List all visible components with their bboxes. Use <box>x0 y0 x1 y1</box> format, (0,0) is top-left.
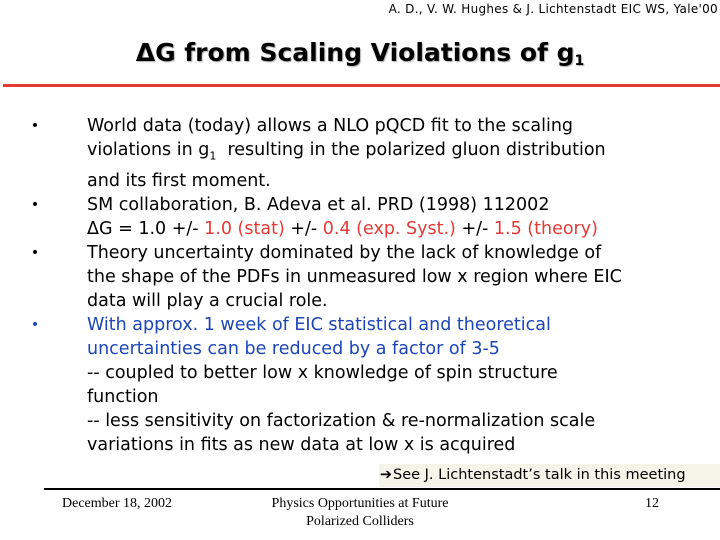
bullet-item <box>28 313 718 457</box>
bullet-text: the shape of the PDFs in unmeasured low x region where EIC <box>87 266 622 287</box>
bullet-text: +/- <box>455 218 494 239</box>
bullet-line <box>87 385 718 409</box>
bullet-line <box>87 138 718 169</box>
bullet-text: Theory uncertainty dominated by the lack of knowledge of <box>87 242 602 263</box>
footer-date: December 18, 2002 <box>62 496 173 511</box>
bullet-marker: • <box>30 196 40 213</box>
page-number: 12 <box>645 496 659 511</box>
bullet-text: variations in fits as new data at low x is acquired <box>87 434 516 455</box>
bullet-text: +/- <box>284 218 323 239</box>
highlight-blue-text: With approx. 1 week of EIC statistical and theoretical <box>87 314 551 335</box>
footer-divider <box>44 488 720 490</box>
bullet-line <box>87 193 718 217</box>
footer-talk-title <box>262 495 458 531</box>
bullet-text: -- coupled to better low x knowledge of spin structure <box>87 362 558 383</box>
bullet-list <box>28 114 718 457</box>
bullet-text: ΔG = 1.0 +/- <box>87 218 205 239</box>
bullet-text: World data (today) allows a NLO pQCD fit to the scaling <box>87 116 574 136</box>
bullet-text: function <box>87 386 159 407</box>
bullet-line <box>87 241 718 265</box>
bullet-text: -- less sensitivity on factorization & re-normalization scale <box>87 410 596 431</box>
bullet-marker: • <box>30 118 40 134</box>
footer-talk-line1: Physics Opportunities at Future <box>271 496 449 511</box>
bullet-marker: • <box>30 316 40 333</box>
highlight-red-text: 1.5 (theory) <box>493 218 598 239</box>
bullet-line <box>87 313 718 337</box>
bullet-text: violations in g <box>87 140 210 160</box>
bullet-line <box>87 337 718 361</box>
bullet-text: and its first moment. <box>87 170 271 191</box>
title-text: ΔG from Scaling Violations of g <box>135 38 575 67</box>
highlight-blue-text: uncertainties can be reduced by a factor of 3-5 <box>87 338 500 359</box>
callout-text: See J. Lichtenstadt’s talk in this meeting <box>393 467 686 483</box>
bullet-line <box>87 361 718 385</box>
highlight-red-text: 1.0 (stat) <box>204 218 285 239</box>
title-underline <box>3 84 720 87</box>
slide-title <box>0 38 720 69</box>
bullet-line <box>87 114 718 138</box>
bullet-subscript: 1 <box>209 149 217 163</box>
slide-header: A. D., V. W. Hughes & J. Lichtenstadt EIC WS, Yale'00 <box>388 2 718 16</box>
bullet-text: resulting in the polarized gluon distribution <box>216 140 606 160</box>
bullet-line <box>87 265 718 289</box>
bullet-line <box>87 409 718 433</box>
bullet-marker: • <box>30 244 40 261</box>
bullet-line <box>87 433 718 457</box>
bullet-line <box>87 217 718 241</box>
bullet-line <box>87 289 718 313</box>
bullet-line <box>87 169 718 193</box>
bullet-text: data will play a crucial role. <box>87 290 328 311</box>
bullet-item <box>28 241 718 313</box>
talk-callout <box>379 464 720 487</box>
highlight-red-text: 0.4 (exp. Syst.) <box>322 218 456 239</box>
bullet-item <box>28 114 718 193</box>
bullet-item <box>28 193 718 241</box>
footer-talk-line2: Polarized Colliders <box>306 514 414 529</box>
bullet-text: SM collaboration, B. Adeva et al. PRD (1998) 112002 <box>87 194 550 215</box>
title-subscript: 1 <box>574 53 585 69</box>
arrow-right-icon: ➔ <box>379 467 393 483</box>
